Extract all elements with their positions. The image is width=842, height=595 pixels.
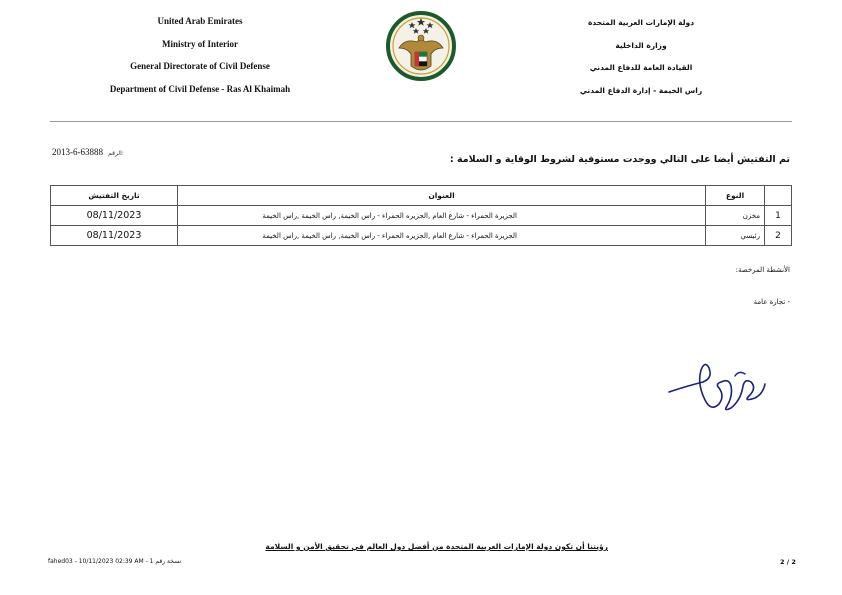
page-number: 2 / 2 [780, 558, 796, 566]
header-ar-directorate: القيادة العامة للدفاع المدني [589, 63, 693, 72]
row-type: مخزن [706, 206, 765, 226]
uae-moi-emblem-icon [385, 8, 457, 88]
row-date: 08/11/2023 [51, 226, 178, 246]
activity-item: - تجارة عامة [753, 298, 790, 306]
row-address: الجزيرة الحمراء - شارع العام ,الجزيره الحمراء - راس الخيمة, راس الخيمة ,راس الخيمة [178, 226, 706, 246]
reference-number: 2013-6-63888 [52, 147, 103, 157]
row-index: 1 [765, 206, 792, 226]
signature [665, 356, 770, 418]
header-en-department: Department of Civil Defense - Ras Al Khaimah [109, 84, 291, 94]
header-en-directorate: General Directorate of Civil Defense [130, 61, 270, 71]
header-date: تاريخ التفتيش [51, 186, 178, 206]
row-type: رئيسي [706, 226, 765, 246]
reference [52, 140, 124, 159]
header-ar-ministry: وزارة الداخلية [615, 41, 667, 50]
row-date: 08/11/2023 [51, 206, 178, 226]
table-header-row [51, 186, 792, 206]
reference-label: الرقم: [108, 150, 124, 157]
vision-statement: رؤيتنا أن تكون دولة الإمارات العربية المتحدة من أفضل دول العالم في تحقيق الأمن و السلامة [265, 542, 608, 551]
table-row [51, 226, 792, 246]
header-index [765, 186, 792, 206]
header-ar-department: راس الخيمة - إدارة الدفاع المدني [579, 86, 703, 95]
header-address: العنوان [178, 186, 706, 206]
activities-title: الأنشطة المرخصة: [735, 266, 790, 274]
footer-print-info: fahed03 - 10/11/2023 02:39 AM - نسخة رقم 1 [48, 558, 182, 565]
header-en-country: United Arab Emirates [157, 16, 243, 26]
header-divider [50, 121, 792, 122]
row-address: الجزيرة الحمراء - شارع العام ,الجزيره الحمراء - راس الخيمة, راس الخيمة ,راس الخيمة [178, 206, 706, 226]
header-ar-country: دولة الإمارات العربية المتحدة [587, 18, 695, 27]
row-index: 2 [765, 226, 792, 246]
inspection-table [50, 185, 792, 246]
table-row [51, 206, 792, 226]
header-type: النوع [706, 186, 765, 206]
inspection-statement: تم التفتيش أيضا على التالي ووجدت مستوفية لشروط الوقاية و السلامة : [449, 154, 790, 165]
header-en-ministry: Ministry of Interior [162, 39, 238, 49]
